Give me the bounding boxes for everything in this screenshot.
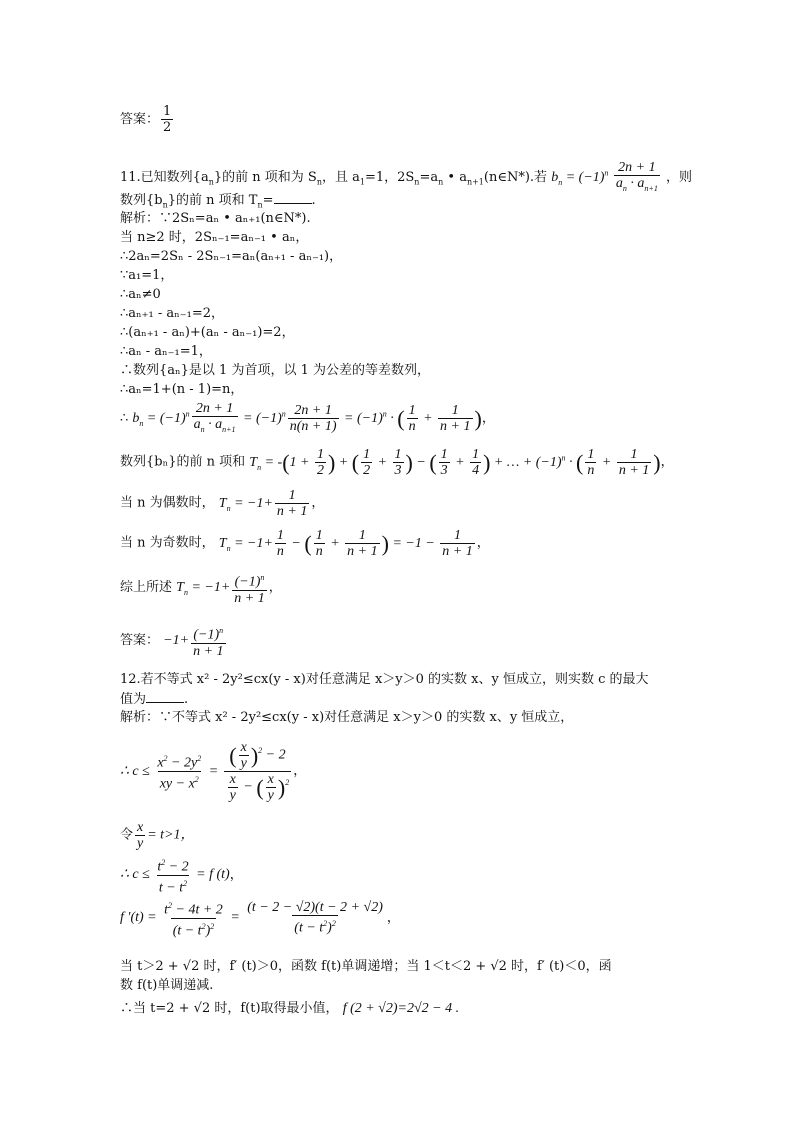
- answer-blank: [274, 191, 312, 204]
- let-prefix: 令: [120, 827, 134, 843]
- sum-prefix: 数列{bₙ}的前 n 项和: [120, 454, 246, 470]
- q11-stem-line2: 数列$\{b_n\}$的前 n 项和 $T_n=$ .: [120, 193, 316, 210]
- stem-text: =a: [419, 170, 439, 186]
- q11-step: ∴aₙ≠0: [120, 287, 161, 302]
- stem-text: ，且 a: [321, 170, 360, 186]
- q11-step: ∴2aₙ=2Sₙ - 2Sₙ₋₁=aₙ(aₙ₊₁ - aₙ₋₁)，: [120, 249, 343, 264]
- stem-text: }的前 n 项和为 S: [213, 170, 317, 186]
- comma: ，: [660, 454, 674, 470]
- q11-odd-case: 当 n 为奇数时， $T_n = -1+$ $\frac{1}{n}$ − ( $\frac{1}{n}$ + $\frac{1}{n + 1}$ ) = −1 − $\frac{1}{n + 1}$ ，: [120, 528, 490, 559]
- stem-text: 数列{b: [120, 193, 163, 208]
- numerator: 1: [163, 104, 172, 119]
- answer-blank: [146, 690, 184, 703]
- summary-prefix: 综上所述: [120, 580, 173, 596]
- stem-text: (n∈N*).若: [483, 170, 548, 186]
- q10-answer: [120, 104, 175, 135]
- answer-label: 答案：: [120, 112, 160, 127]
- stem-text: }的前 n 项和 T: [167, 193, 258, 208]
- q11-step: 解析：∵2Sₙ=aₙ • aₙ₊₁(n∈N*).: [120, 211, 311, 226]
- q11-step: ∴aₙ₊₁ - aₙ₋₁=2，: [120, 306, 224, 321]
- min-expression: f (2 + √2)=2√2 − 4 .: [342, 1001, 460, 1016]
- q11-answer: 答案： −1+ $\frac{(-1)^n}{n + 1}$: [120, 626, 224, 659]
- q11-step: 当 n≥2 时，2Sₙ₋₁=aₙ₋₁ • aₙ，: [120, 230, 309, 245]
- q11-step: ∵a₁=1，: [120, 268, 174, 283]
- even-prefix: 当 n 为偶数时，: [120, 495, 215, 511]
- comma: ，: [476, 535, 490, 551]
- stem-text: =1，2S: [364, 170, 415, 186]
- comma: ，: [311, 495, 325, 511]
- comma: ，: [481, 411, 495, 427]
- q12-monotonic-1: 当 t＞2 + √2 时，f′ (t)＞0，函数 f(t)单调递增；当 1＜t＜2 + √2 时，f′ (t)＜0，函: [120, 959, 612, 974]
- answer-label: 答案：: [120, 633, 160, 649]
- let-suffix: = t>1，: [147, 827, 195, 843]
- q11-even-case: 当 n 为偶数时， $T_n = -1+$ $\frac{1}{n + 1}$ ，: [120, 488, 325, 519]
- q11-step: ∴aₙ=1+(n - 1)=n，: [120, 382, 244, 397]
- q11-stem: 11.已知数列$\{a_n\}$的前 n 项和为 $S_n$，且 $a_1=1$，$2S_n=a_n$ • $a_{n+1}(n\in N*)$.若 $b_n = (-1)^n$ $\frac{2n + 1}{a_n \cdot a_{n+1}}$ ，则: [120, 160, 692, 196]
- denominator: 2: [163, 120, 172, 135]
- q11-step: ∴数列{aₙ}是以 1 为首项，以 1 为公差的等差数列，: [120, 363, 430, 378]
- q11-tn-sum: 数列{bₙ}的前 n 项和 $T_n = -(1$ + $\frac{1}{2}$ ) + ( $\frac{1}{2}$ + $\frac{1}{3}$ ) − ( $\frac{1}{3}$ + $\frac{1}{4}$ ) + … + $(-1)^n$ · ( $\frac{1}{n}$ + $\frac{1}{n + 1}$ )，: [120, 447, 674, 478]
- answer-fraction: [161, 104, 173, 135]
- stem-text: =: [262, 193, 274, 208]
- q12-derivative: f ′(t) = $\frac{t^2 - 4t + 2}{(t - t^2)^2}$ = $\frac{(t - 2 - √2)(t - 2 + √2)}{(t - t^2)^2}$ ，: [120, 900, 400, 939]
- min-text: ∴当 t=2 + √2 时，f(t)取得最小值，: [120, 1001, 339, 1016]
- therefore-symbol: ∴: [120, 411, 129, 427]
- stem-text: ，则: [665, 170, 692, 186]
- comma: ，: [293, 763, 307, 779]
- stem-text: 值为: [120, 692, 147, 707]
- stem-text: .: [311, 193, 316, 208]
- q12-substitution: 令 $\frac{x}{y}$ = t>1，: [120, 820, 195, 851]
- q12-stem: 12.若不等式 x² - 2y²≤cx(y - x)对任意满足 x＞y＞0 的实数 x、y 恒成立，则实数 c 的最大: [120, 672, 649, 687]
- q11-bn-expansion: ∴ $b_n = (-1)^n$ $\frac{2n + 1}{a_n \cdot a_{n+1}}$ = $(-1)^n$ $\frac{2n + 1}{n(n + 1)}$ = $(-1)^n$ · ( $\frac{1}{n}$ + $\frac{1}{n + 1}$ )，: [120, 401, 495, 437]
- comma: ，: [386, 910, 400, 926]
- q12-minimum: [120, 1000, 459, 1018]
- bn-formula: $b_n = (-1)^n$ $\frac{2n + 1}{a_n \cdot a_{n+1}}$: [551, 170, 662, 185]
- q11-step: ∴(aₙ₊₁ - aₙ)+(aₙ - aₙ₋₁)=2，: [120, 325, 295, 340]
- q12-ft: ∴ c ≤ $\frac{t^2 - 2}{t - t^2}$ = f (t)，: [120, 858, 243, 896]
- comma: ，: [268, 580, 282, 596]
- q12-stem-line2: [120, 690, 188, 709]
- stem-text: 11.已知数列{a: [120, 170, 209, 186]
- q12-monotonic-2: 数 f(t)单调递减.: [120, 978, 214, 993]
- comma: ，: [229, 867, 243, 883]
- stem-text: • a: [443, 170, 467, 186]
- stem-text: .: [184, 692, 189, 707]
- q11-step: ∴aₙ - aₙ₋₁=1，: [120, 344, 212, 359]
- odd-prefix: 当 n 为奇数时，: [120, 535, 215, 551]
- q11-summary: 综上所述 $T_n = -1+$ $\frac{(-1)^n}{n + 1}$ ，: [120, 573, 282, 606]
- q12-analysis: 解析：∵不等式 x² - 2y²≤cx(y - x)对任意满足 x＞y＞0 的实数 x、y 恒成立，: [120, 710, 574, 725]
- q12-c-inequality: ∴ c ≤ $\frac{x^2 - 2y^2}{xy - x^2}$ = ( $\frac{x}{y}$ )$^2$ − 2 $\frac{x}{y}$ − ( $\frac{x}{y}$ )$^2$ ，: [120, 740, 307, 803]
